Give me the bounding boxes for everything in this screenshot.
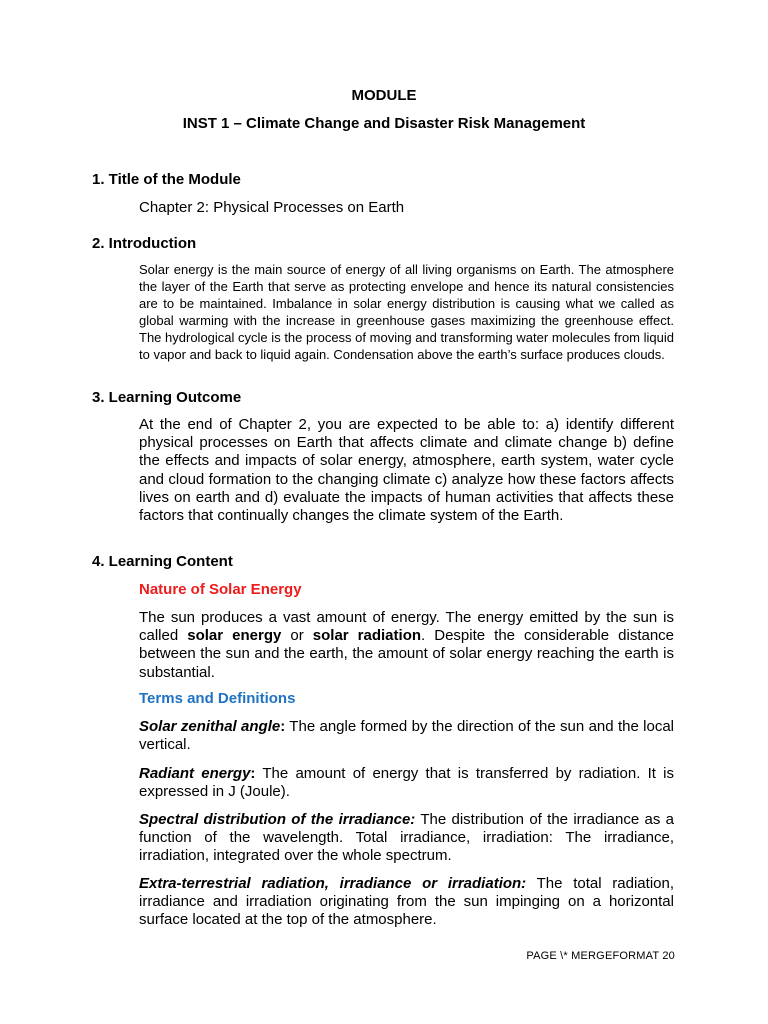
definition-text: The amount of energy that is transferred by radiation. It is expressed in J (Joule). <box>139 765 674 801</box>
definition-separator: : <box>280 718 286 735</box>
page-footer: PAGE \* MERGEFORMAT 20 <box>526 950 675 962</box>
solar-energy-text-2: or <box>281 627 313 645</box>
term-solar-radiation: solar radiation <box>312 627 422 645</box>
definition-spectral-distribution <box>139 811 674 866</box>
definition-radiant-energy <box>139 765 674 801</box>
solar-energy-text-3: . Despite the considerable distance between the sun and the earth, the amount of solar energy reaching the earth is substantial. <box>139 627 675 681</box>
definition-extra-terrestrial-radiation <box>139 875 674 930</box>
definition-text: The total radiation, irradiance and irradiation originating from the sun impinging on a horizontal surface located at the top of the atmosphere. <box>139 875 674 929</box>
definition-term: Spectral distribution of the irradiance: <box>139 811 416 828</box>
section-heading-introduction: 2. Introduction <box>92 235 197 252</box>
definition-term: Solar zenithal angle <box>139 718 281 735</box>
definition-text: The distribution of the irradiance as a function of the wavelength. Total irradiance, irradiation: The irradiance, irradiation, integrated over the whole spectrum. <box>139 811 674 865</box>
learning-outcome-paragraph: At the end of Chapter 2, you are expected to be able to: a) identify different physical processes on Earth that affects climate and climate change b) define the effects and impacts of solar energy, atmosphere, earth system, water cycle and cloud formation to the changing climate c) analyze how these factors affects lives on earth and d) evaluate the impacts of human activities that affects these factors that continually changes the climate system of the Earth. <box>139 416 674 525</box>
module-title-text: Chapter 2: Physical Processes on Earth <box>139 199 405 216</box>
section-heading-title: 1. Title of the Module <box>92 171 241 188</box>
subheading-terms-and-definitions: Terms and Definitions <box>139 690 296 707</box>
section-heading-learning-content: 4. Learning Content <box>92 553 233 570</box>
definition-term: Extra-terrestrial radiation, irradiance or irradiation: <box>139 875 527 892</box>
section-heading-learning-outcome: 3. Learning Outcome <box>92 389 242 406</box>
course-title: INST 1 – Climate Change and Disaster Risk Management <box>182 115 586 132</box>
introduction-paragraph: Solar energy is the main source of energy of all living organisms on Earth. The atmosphere the layer of the Earth that serve as protecting envelope and hence its natural consistencies are to be maintained. Imbalance in solar energy distribution is causing what we called as global warming with the increase in greenhouse gases maximizing the greenhouse effect. The hydrological cycle is the process of moving and transforming water molecules from liquid to vapor and back to liquid again. Condensation above the earth’s surface produces clouds. <box>139 262 674 362</box>
definition-separator: : <box>250 765 256 782</box>
solar-energy-text-1: The sun produces a vast amount of energy. The energy emitted by the sun is called <box>139 609 674 645</box>
definition-text: The angle formed by the direction of the sun and the local vertical. <box>139 718 675 754</box>
term-solar-energy: solar energy <box>187 627 282 645</box>
definition-term: Radiant energy <box>139 765 251 782</box>
subheading-nature-of-solar-energy: Nature of Solar Energy <box>139 581 302 598</box>
module-label: MODULE <box>351 87 417 104</box>
definition-solar-zenithal-angle <box>139 718 674 754</box>
solar-energy-paragraph <box>139 609 674 682</box>
